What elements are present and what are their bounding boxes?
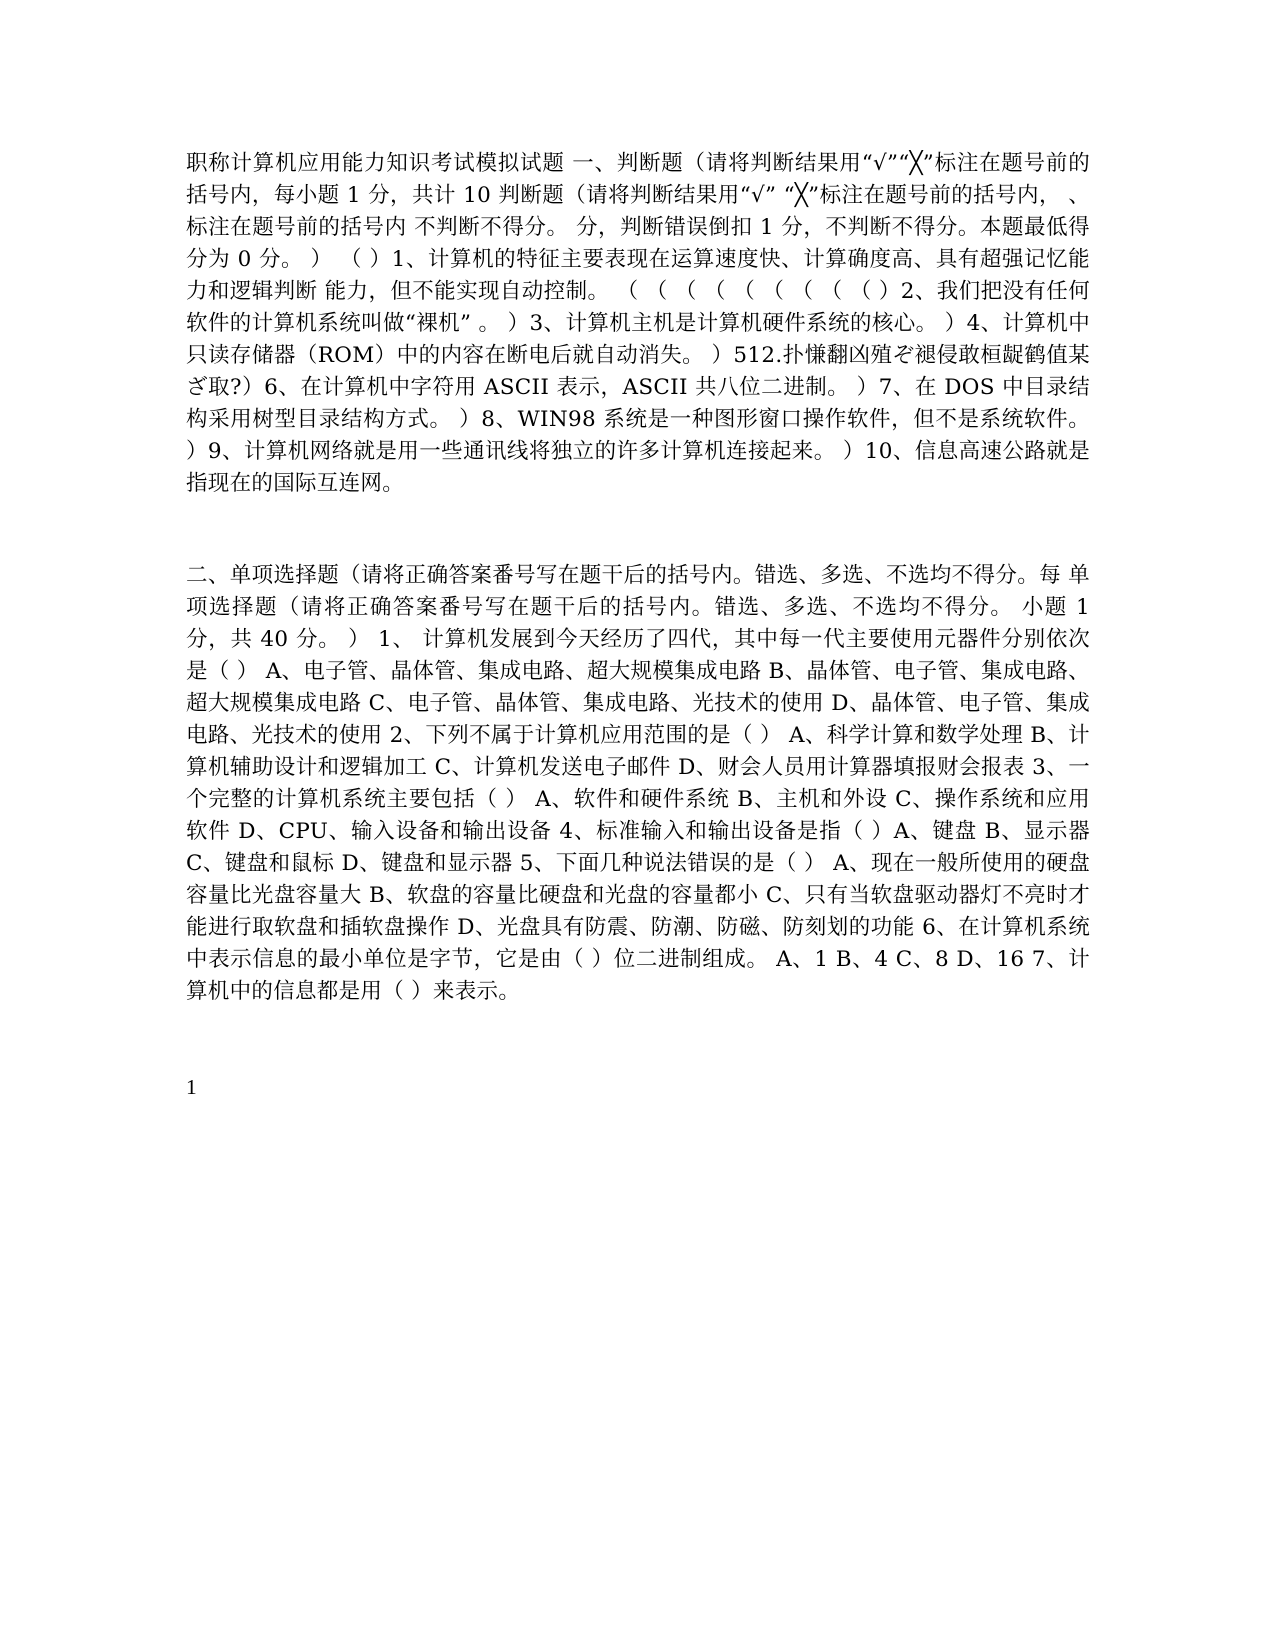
judgment-questions-paragraph: 职称计算机应用能力知识考试模拟试题 一、判断题（请将判断结果用“√”“╳”标注在题号前的括号内，每小题 1 分，共计 10 判断题（请将判断结果用“√” “╳”标注在题号前的括号内， 、 标注在题号前的括号内 不判断不得分。 分，判断错误倒扣 1 分，不判断不得分。本题最低得分为 0 分。 ） （ ）1、计算机的特征主要表现在运算速度快、计算确度高、具有超强记忆能力和逻辑判断 能力，但不能实现自动控制。 （ （ （ （ （ （ （ （ （ ）2、我们把没有任何软件的计算机系统叫做“裸机” 。 ）3、计算机主机是计算机硬件系统的核心。 ）4、计算机中只读存储器（ROM）中的内容在断电后就自动消失。 ）512.扑慊翻凶殖ぞ褪侵敢桓龊鹤值某ざ取?）6、在计算机中字符用 ASCII 表示，ASCII 共八位二进制。 ）7、在 DOS 中目录结构采用树型目录结构方式。 ）8、WIN98 系统是一种图形窗口操作软件，但不是系统软件。 ）9、计算机网络就是用一些通讯线将独立的许多计算机连接起来。 ）10、信息高速公路就是指现在的国际互连网。	[186, 151, 1090, 496]
page-number: 1	[186, 1075, 197, 1099]
single-choice-questions-paragraph: 二、单项选择题（请将正确答案番号写在题干后的括号内。错选、多选、不选均不得分。每 单项选择题（请将正确答案番号写在题干后的括号内。错选、多选、不选均不得分。 小题 1 分，共 40 分。 ） 1、 计算机发展到今天经历了四代，其中每一代主要使用元器件分别依次是（ ） A、电子管、晶体管、集成电路、超大规模集成电路 B、晶体管、电子管、集成电路、超大规模集成电路 C、电子管、晶体管、集成电路、光技术的使用 D、晶体管、电子管、集成电路、光技术的使用 2、下列不属于计算机应用范围的是（ ） A、科学计算和数学处理 B、计算机辅助设计和逻辑加工 C、计算机发送电子邮件 D、财会人员用计算器填报财会报表 3、一个完整的计算机系统主要包括（ ） A、软件和硬件系统 B、主机和外设 C、操作系统和应用软件 D、CPU、输入设备和输出设备 4、标准输入和输出设备是指（ ）A、键盘 B、显示器 C、键盘和鼠标 D、键盘和显示器 5、下面几种说法错误的是（ ） A、现在一般所使用的硬盘容量比光盘容量大 B、软盘的容量比硬盘和光盘的容量都小 C、只有当软盘驱动器灯不亮时才能进行取软盘和插软盘操作 D、光盘具有防震、防潮、防磁、防刻划的功能 6、在计算机系统中表示信息的最小单位是字节，它是由（ ）位二进制组成。 A、1 B、4 C、8 D、16 7、计算机中的信息都是用（ ）来表示。	[186, 563, 1090, 1004]
